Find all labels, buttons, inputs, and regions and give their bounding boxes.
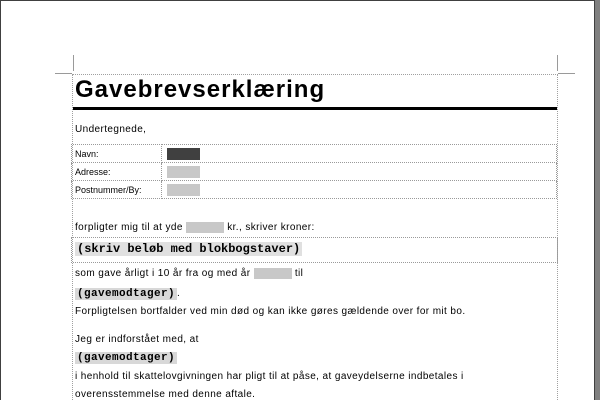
name-field[interactable] (167, 148, 200, 160)
signer-info-table (71, 144, 557, 199)
vertical-scrollbar[interactable] (594, 0, 600, 400)
postal-city-field[interactable] (167, 184, 200, 196)
address-field[interactable] (167, 166, 200, 178)
pledge-text-post: kr., skriver kroner: (227, 222, 315, 234)
window-left-border (0, 0, 1, 400)
margin-guide-top (72, 74, 558, 75)
crop-mark-top-right-v (557, 55, 558, 71)
pledge-line (75, 222, 315, 233)
recipient-field-2[interactable]: (gavemodtager) (77, 352, 176, 364)
name-cell (162, 145, 557, 163)
recipient-field[interactable]: (gavemodtager) (77, 288, 176, 300)
intro-text: Undertegnede, (75, 124, 147, 135)
table-row (72, 163, 557, 181)
postal-city-cell (162, 181, 557, 199)
amount-field[interactable] (186, 222, 224, 233)
tax-text-1: i henhold til skattelovgivningen har pligt til at påse, at gaveydelserne indbetales i (75, 371, 464, 382)
crop-mark-top-right-h (558, 73, 575, 74)
address-cell (162, 163, 557, 181)
table-row (72, 181, 557, 199)
recipient-line (75, 288, 180, 300)
start-year-field[interactable] (254, 268, 292, 279)
tax-text-2: overensstemmelse med denne aftale. (75, 389, 256, 400)
recipient-line-2 (75, 352, 177, 364)
gift-text-post: til (294, 268, 304, 280)
gift-text-pre: som gave årligt i 10 år fra og med år (75, 268, 251, 280)
document-title: Gavebrevserklæring (75, 76, 326, 103)
name-label: Navn: (72, 145, 162, 163)
crop-mark-top-left-v (73, 55, 74, 71)
address-label: Adresse: (72, 163, 162, 181)
obligation-text: Forpligtelsen bortfalder ved min død og kan ikke gøres gældende over for mit bo. (75, 306, 466, 317)
agree-text: Jeg er indforstået med, at (75, 334, 199, 345)
pledge-text-pre: forpligter mig til at yde (75, 222, 183, 234)
amount-words-field[interactable]: (skriv beløb med blokbogstaver) (77, 242, 301, 256)
postal-city-label: Postnummer/By: (72, 181, 162, 199)
table-row (72, 145, 557, 163)
recipient-suffix: . (177, 288, 181, 299)
title-underline (73, 107, 557, 110)
window-top-border (0, 0, 594, 1)
gift-line (75, 268, 303, 279)
crop-mark-top-left-h (55, 73, 72, 74)
